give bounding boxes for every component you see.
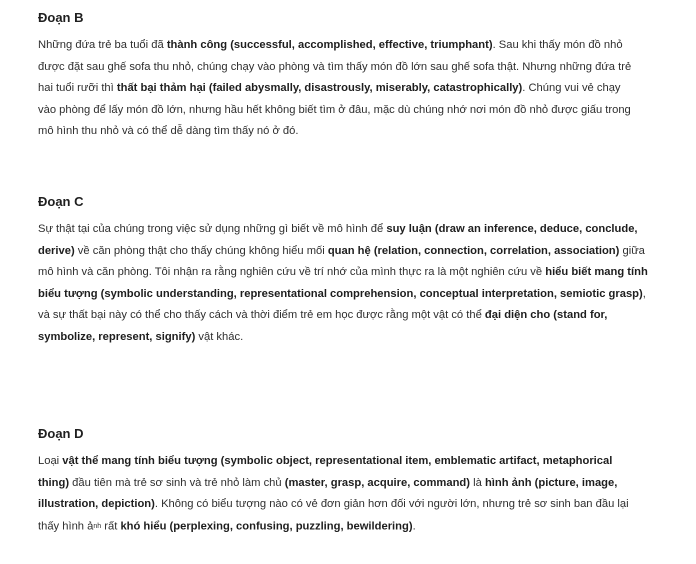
text-run: đầu tiên mà trẻ sơ sinh và trẻ nhỏ làm chủ [69,476,285,489]
text-run: rất [101,520,121,533]
bold-term: đại diện cho (stand for, symbolize, represent, signify) [38,309,608,343]
text-run: nh [93,522,102,530]
text-run: Sự thật tại của chúng trong việc sử dụng những gì biết về mô hình để [38,223,387,235]
text-run: , và sự thất bại này có thể cho thấy cách và thời điểm trẻ em học được rằng một vật có thể [38,287,646,321]
bold-term: thành công (successful, accomplished, effective, triumphant) [166,39,493,51]
text-run: Những đứa trẻ ba tuổi đã [38,39,167,51]
text-run: . Sau khi thấy món đồ nhỏ được đặt sau ghế sofa thu nhỏ, chúng chạy vào phòng và tìm thấy món đồ lớn sau ghế sofa thật. Nhưng những đứa trẻ hai tuổi rưỡi thì [38,39,632,94]
bold-term: thất bại thảm hại (failed abysmally, disastrously, miserably, catastrophically) [116,82,523,94]
bold-term: hiểu biết mang tính biểu tượng (symbolic understanding, representational comprehension, conceptual interpretation, semiotic grasp) [38,266,648,300]
bold-term: khó hiểu (perplexing, confusing, puzzling, bewildering) [120,520,413,533]
section-title-b: Đoạn B [38,10,84,25]
section-title-d: Đoạn D [38,426,84,441]
text-run: Loại [38,455,63,467]
text-run: . [412,520,416,533]
bold-term: quan hệ (relation, connection, correlation, association) [327,244,620,257]
section-paragraph-b [38,35,640,143]
text-run: . Chúng vui vẻ chạy vào phòng để lấy món đồ lớn, nhưng hầu hết không biết tìm ở đâu, mặc dù chúng nhớ nơi món đồ nhỏ được giấu trong mô hình thu nhỏ và có thể dễ dàng tìm thấy nó ở đó. [38,82,631,137]
text-run: giữa mô hình và căn phòng. Tôi nhận ra rằng nghiên cứu về trí nhớ của mình thực ra là một nghiên cứu về [38,244,645,278]
bold-term: hình ảnh (picture, image, illustration, depiction) [38,476,618,510]
section-title-c: Đoạn C [38,194,84,209]
section-paragraph-d [38,451,644,538]
bold-term: suy luận (draw an inference, deduce, conclude, derive) [38,223,638,257]
text-run: . Không có biểu tượng nào có vẻ đơn giản hơn đối với người lớn, nhưng trẻ sơ sinh ban đầu lại thấy hình ả [38,498,629,533]
bold-term: (master, grasp, acquire, command) [284,476,470,489]
section-paragraph-c [38,219,648,348]
text-run: là [470,476,485,489]
text-run: vật khác. [195,330,244,343]
text-run: về căn phòng thật cho thấy chúng không hiểu mối [74,244,328,257]
bold-term: vật thể mang tính biểu tượng (symbolic object, representational item, emblematic artifact, metaphorical thing) [38,455,613,489]
